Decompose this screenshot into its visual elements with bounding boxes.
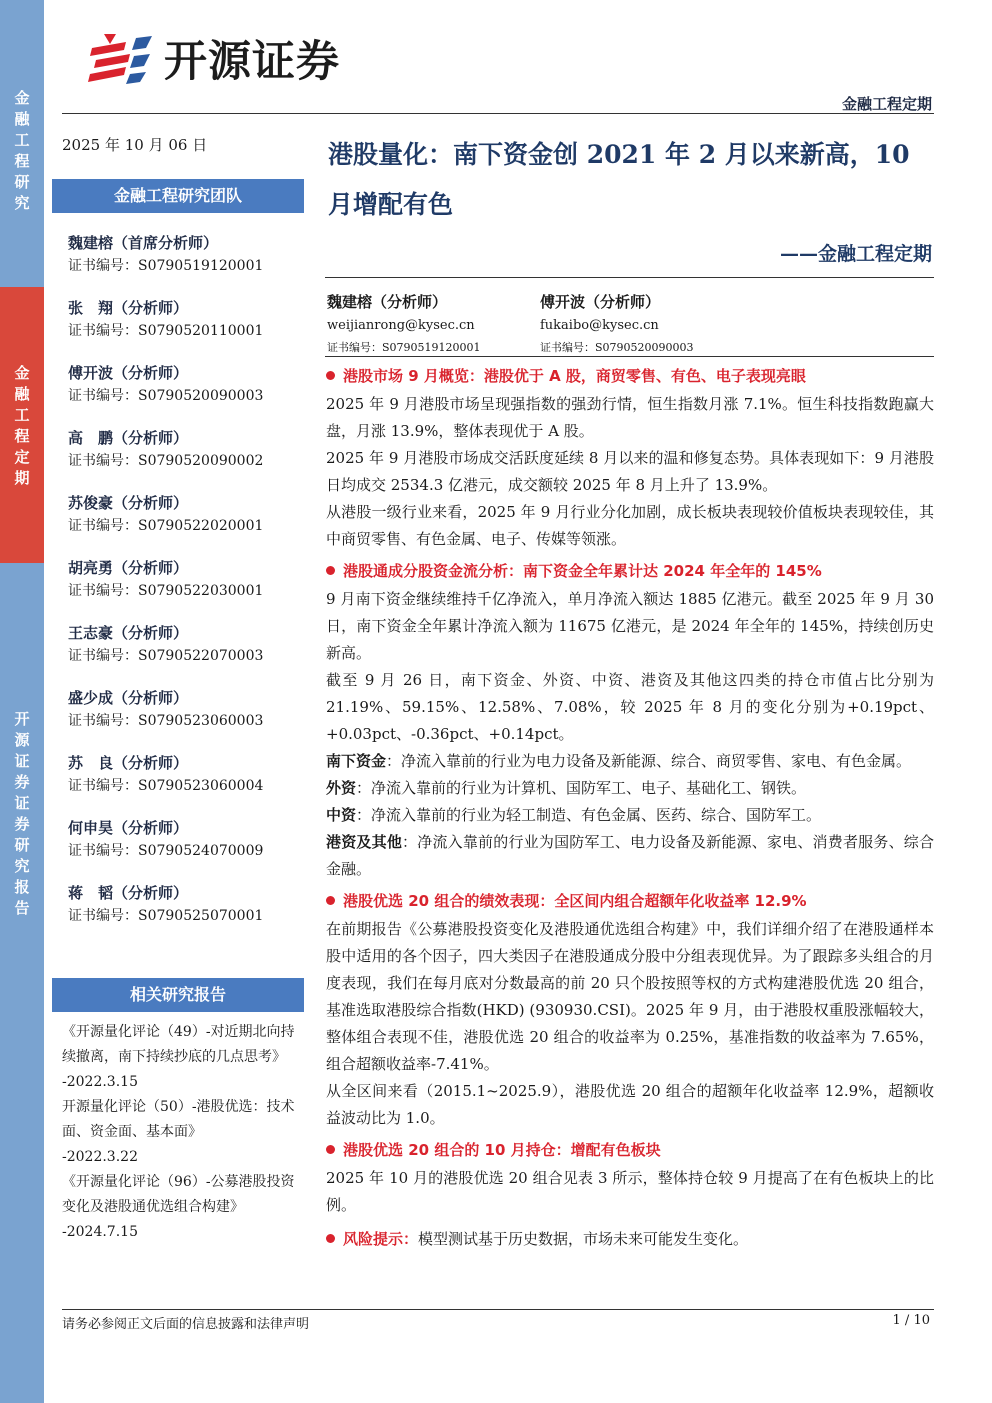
paragraph: 在前期报告《公募港股投资变化及港股通优选组合构建》中，我们详细介绍了在港股通样本股中适用的各个因子，四大类因子在港股通成分股中分组表现优异。为了跟踪多头组合的月度表现，我们在每月底对分数最高的前 20 只个股按照等权的方式构建港股优选 20 组合，基准选取港股综合指数(HKD) (930930.CSI)。2025 年 9 月，由于港股权重股涨幅较大，整体组合表现不佳，港股优选 20 组合的收益率为 0.25%，基准指数的收益率为 7.65%，组合超额收益率-7.41%。 (326, 920, 934, 1073)
paragraph-text: ：净流入靠前的行业为电力设备及新能源、综合、商贸零售、家电、有色金属。 (386, 752, 912, 770)
report-subtitle: ——金融工程定期 (779, 243, 932, 265)
related-report-title[interactable]: 《开源量化评论（49）-对近期北向持续撤离，南下持续抄底的几点思考》 (62, 1024, 295, 1065)
author-name: 傅开波（分析师） (540, 293, 661, 311)
brand-logo (86, 28, 340, 88)
analyst-name: 苏 良（分析师） (68, 754, 189, 772)
analyst-item (68, 297, 304, 362)
risk-note (326, 1225, 934, 1254)
section-heading (326, 557, 934, 586)
footer-disclaimer: 请务必参阅正文后面的信息披露和法律声明 (62, 1317, 310, 1332)
paragraph: 9 月南下资金继续维持千亿净流入，单月净流入额达 1885 亿港元。截至 2025 年 9 月 30 日，南下资金全年累计净流入额为 11675 亿港元，是 2024 年全年的 145%，持续创历史新高。 (326, 590, 934, 662)
analyst-item (68, 687, 304, 752)
author-email[interactable]: fukaibo@kysec.cn (540, 318, 659, 333)
analyst-cert: 证书编号：S0790525070001 (68, 908, 264, 924)
page-number: 1 / 10 (892, 1313, 930, 1328)
analyst-item (68, 362, 304, 427)
analyst-cert: 证书编号：S0790519120001 (68, 258, 264, 274)
author-email[interactable]: weijianrong@kysec.cn (327, 318, 475, 333)
analyst-name: 王志豪（分析师） (68, 624, 189, 642)
bullet-icon (326, 1234, 335, 1243)
analyst-item (68, 492, 304, 557)
analyst-name: 魏建榕（首席分析师） (68, 234, 219, 252)
related-report-date: -2022.3.15 (62, 1074, 138, 1090)
analyst-item (68, 882, 304, 947)
related-report-date: -2024.7.15 (62, 1224, 138, 1240)
section-heading (326, 887, 934, 916)
analyst-cert: 证书编号：S0790523060003 (68, 713, 264, 729)
analyst-item (68, 817, 304, 882)
analyst-name: 盛少成（分析师） (68, 689, 189, 707)
related-report-item[interactable] (62, 1170, 302, 1245)
paragraph-text: ：净流入靠前的行业为国防军工、电力设备及新能源、家电、消费者服务、综合金融。 (326, 833, 934, 878)
related-report-title[interactable]: 《开源量化评论（96）-公募港股投资变化及港股通优选组合构建》 (62, 1174, 295, 1215)
header-category: 金融工程定期 (841, 95, 932, 113)
paragraph: 2025 年 9 月港股市场成交活跃度延续 8 月以来的温和修复态势。具体表现如下：9 月港股日均成交 2534.3 亿港元，成交额较 2025 年 8 月上升了 13.9%。 (326, 449, 934, 494)
paragraph-text: ：净流入靠前的行业为计算机、国防军工、电子、基础化工、钢铁。 (356, 779, 807, 797)
bullet-icon (326, 896, 335, 905)
related-report-item[interactable] (62, 1020, 302, 1095)
paragraph-label: 外资 (326, 779, 357, 797)
analyst-name: 胡亮勇（分析师） (68, 559, 189, 577)
footer-divider (62, 1309, 934, 1310)
bullet-icon (326, 566, 335, 575)
paragraph-label: 港资及其他 (326, 833, 403, 851)
report-body (326, 362, 934, 1254)
left-color-band (0, 0, 44, 1403)
analyst-cert: 证书编号：S0790520090003 (68, 388, 264, 404)
band-segment-middle (0, 287, 44, 563)
labeled-paragraph (326, 802, 934, 829)
analyst-item (68, 622, 304, 687)
section-heading-text: 港股通成分股资金流分析：南下资金全年累计达 2024 年全年的 145% (343, 562, 822, 580)
analyst-item (68, 557, 304, 622)
analyst-item (68, 752, 304, 817)
header-divider (62, 113, 934, 114)
author-block (327, 290, 567, 358)
band-label-top: 金融工程研究 (14, 89, 30, 212)
related-report-item[interactable] (62, 1095, 302, 1170)
author-block (540, 290, 780, 358)
section-heading-text: 港股优选 20 组合的绩效表现：全区间内组合超额年化收益率 12.9% (343, 892, 807, 910)
analyst-cert: 证书编号：S0790520110001 (68, 323, 264, 339)
related-report-date: -2022.3.22 (62, 1149, 138, 1165)
bullet-icon (326, 1145, 335, 1154)
band-segment-top (0, 0, 44, 287)
title-divider (325, 277, 934, 278)
band-label-middle: 金融工程定期 (14, 364, 30, 487)
related-reports-banner: 相关研究报告 (52, 978, 304, 1012)
author-cert: 证书编号：S0790519120001 (327, 341, 481, 354)
report-date: 2025 年 10 月 06 日 (62, 136, 208, 154)
analyst-name: 苏俊豪（分析师） (68, 494, 189, 512)
related-reports-list (62, 1020, 302, 1245)
paragraph: 2025 年 10 月的港股优选 20 组合见表 3 所示，整体持仓较 9 月提高了在有色板块上的比例。 (326, 1169, 934, 1214)
logo-text: 开源证券 (164, 36, 340, 87)
band-segment-bottom (0, 563, 44, 1403)
analyst-cert: 证书编号：S0790524070009 (68, 843, 264, 859)
section-heading-text: 港股市场 9 月概览：港股优于 A 股，商贸零售、有色、电子表现亮眼 (343, 367, 806, 385)
author-divider (325, 356, 934, 357)
risk-text: 模型测试基于历史数据，市场未来可能发生变化。 (418, 1230, 749, 1248)
labeled-paragraph (326, 829, 934, 883)
paragraph-text: ：净流入靠前的行业为轻工制造、有色金属、医药、综合、国防军工。 (356, 806, 822, 824)
analyst-name: 蒋 韬（分析师） (68, 884, 189, 902)
paragraph: 2025 年 9 月港股市场呈现强指数的强劲行情，恒生指数月涨 7.1%。恒生科技指数跑赢大盘，月涨 13.9%，整体表现优于 A 股。 (326, 395, 934, 440)
section-heading (326, 1136, 934, 1165)
logo-mark-icon (86, 30, 158, 86)
analyst-cert: 证书编号：S0790523060004 (68, 778, 264, 794)
paragraph: 从港股一级行业来看，2025 年 9 月行业分化加剧，成长板块表现较价值板块表现较佳，其中商贸零售、有色金属、电子、传媒等领涨。 (326, 503, 934, 548)
paragraph-label: 中资 (326, 806, 357, 824)
band-label-bottom: 开源证券 证券研究报告 (14, 710, 30, 917)
analyst-cert: 证书编号：S0790522020001 (68, 518, 264, 534)
bullet-icon (326, 371, 335, 380)
team-title-banner: 金融工程研究团队 (52, 179, 304, 213)
analyst-cert: 证书编号：S0790522030001 (68, 583, 264, 599)
author-name: 魏建榕（分析师） (327, 293, 448, 311)
author-cert: 证书编号：S0790520090003 (540, 341, 694, 354)
paragraph: 截至 9 月 26 日，南下资金、外资、中资、港资及其他这四类的持仓市值占比分别为 21.19%、59.15%、12.58%、7.08%，较 2025 年 8 月的变化分别为+0.19pct、+0.03pct、-0.36pct、+0.14pct。 (326, 671, 934, 743)
analyst-list (68, 232, 304, 947)
section-heading (326, 362, 934, 391)
analyst-item (68, 427, 304, 492)
analyst-cert: 证书编号：S0790520090002 (68, 453, 264, 469)
labeled-paragraph (326, 775, 934, 802)
analyst-name: 何申昊（分析师） (68, 819, 189, 837)
paragraph-label: 南下资金 (326, 752, 387, 770)
paragraph: 从全区间来看（2015.1~2025.9），港股优选 20 组合的超额年化收益率 12.9%，超额收益波动比为 1.0。 (326, 1082, 934, 1127)
related-report-title[interactable]: 开源量化评论（50）-港股优选：技术面、资金面、基本面》 (62, 1099, 295, 1140)
analyst-cert: 证书编号：S0790522070003 (68, 648, 264, 664)
analyst-name: 张 翔（分析师） (68, 299, 189, 317)
analyst-name: 傅开波（分析师） (68, 364, 189, 382)
labeled-paragraph (326, 748, 934, 775)
report-title: 港股量化：南下资金创 2021 年 2 月以来新高，10 月增配有色 (328, 140, 910, 219)
risk-label: 风险提示： (343, 1230, 419, 1248)
analyst-name: 高 鹏（分析师） (68, 429, 189, 447)
analyst-item (68, 232, 304, 297)
section-heading-text: 港股优选 20 组合的 10 月持仓：增配有色板块 (343, 1141, 661, 1159)
